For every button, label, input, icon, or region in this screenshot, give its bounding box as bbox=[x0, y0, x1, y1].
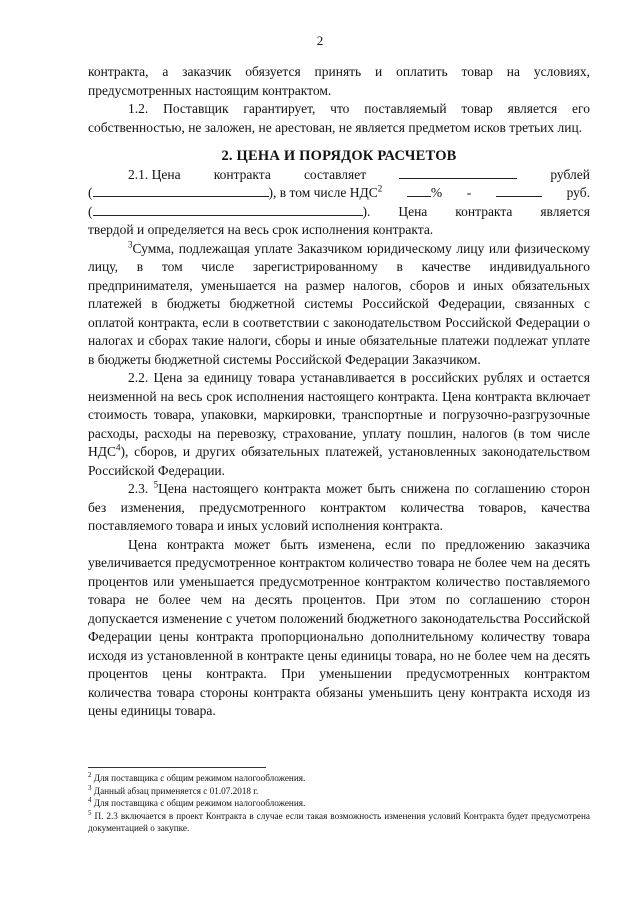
footnote-text: Для поставщика с общим режимом налогообложения. bbox=[91, 773, 306, 783]
footnote-number: 2 bbox=[88, 770, 92, 779]
footnote-number: 4 bbox=[88, 795, 92, 804]
vat-percent-blank bbox=[407, 184, 431, 197]
clause-2-1-word: контракта bbox=[213, 166, 271, 182]
footnote-number: 5 bbox=[88, 808, 92, 817]
open-paren: ( bbox=[88, 203, 93, 219]
clause-2-1-note-text: Сумма, подлежащая уплате Заказчиком юридическому лицу или физическому лицу, в том числе зарегистрированному в качестве индивидуального предпринимателя, уменьшается на размер налогов, сборов и иных обязательных платежей в бюджеты бюджетной системы Российской Федерации, связанных с оплатой контракта, если в соответствии с законодательством Российской Федерации о налогах и сборах такие налоги, сборы и иные обязательные платежи подлежат уплате в бюджеты бюджетной системы Российской Федерации Заказчиком. bbox=[88, 240, 590, 367]
footnote-ref: 4 bbox=[115, 442, 121, 453]
clause-2-1-note bbox=[88, 240, 590, 370]
price-words-blank bbox=[93, 184, 269, 197]
vat-words-blank bbox=[93, 203, 363, 216]
clause-2-2-text: 2.2. Цена за единицу товара устанавливается в российских рублях и остается неизменной на весь срок исполнения настоящего контракта. Цена контракта включает стоимость товара, упаковки, маркировки, транспортные и погрузочно-разгрузочные расходы, расходы на перевозку, страхование, уплату пошлин, налогов (в том числе НДС bbox=[88, 370, 590, 459]
footnote bbox=[88, 772, 590, 785]
footnote-text: Данный абзац применяется с 01.07.2018 г. bbox=[91, 785, 259, 796]
price-amount-blank bbox=[399, 166, 517, 179]
footnote-ref: 3 bbox=[128, 239, 133, 249]
rub-label: руб. bbox=[566, 185, 590, 200]
clause-2-3-text: Цена настоящего контракта может быть снижена по соглашению сторон без изменения, предусмотренного контрактом количества товаров, качества поставляемого товара и иных условий исполнения контракта. bbox=[88, 481, 590, 533]
footnote-text: П. 2.3 включается в проект Контракта в случае если такая возможность изменения условий Контракта будет предусмотрена документацией о закупке. bbox=[88, 810, 590, 833]
document-body bbox=[88, 63, 590, 721]
footnote bbox=[88, 785, 590, 798]
clause-2-1-word: Цена bbox=[398, 203, 428, 219]
footnote bbox=[88, 797, 590, 810]
clause-2-2-text-end: ), сборов, и других обязательных платежей, установленных законодательством Российской Федерации. bbox=[88, 444, 590, 478]
clause-2-1-tail: твердой и определяется на весь срок исполнения контракта. bbox=[88, 222, 434, 237]
clause-2-3 bbox=[88, 480, 590, 536]
footnote-separator bbox=[88, 767, 266, 768]
footnote-number: 3 bbox=[88, 783, 92, 792]
vat-amount-blank bbox=[496, 184, 542, 197]
footnote-ref: 5 bbox=[153, 479, 159, 490]
percent-sign: % bbox=[430, 185, 443, 200]
clause-2-2 bbox=[88, 369, 590, 480]
footnote bbox=[88, 810, 590, 835]
open-paren: ( bbox=[88, 185, 93, 200]
section-heading-price: 2. ЦЕНА И ПОРЯДОК РАСЧЕТОВ bbox=[221, 148, 457, 164]
paragraph-price-change: Цена контракта может быть изменена, если по предложению заказчика увеличивается предусмотренное контрактом количество товара не более чем на десять процентов или уменьшается предусмотренное контрактом количество поставляемого товара не более чем на десять процентов. При этом по соглашению сторон допускается изменение с учетом положений бюджетного законодательства Российской Федерации цены контракта пропорционально дополнительному количеству товара исходя из установленной в контракте цены единицы товара, но не более чем на десять процентов цены контракта. При уменьшении предусмотренных контрактом количества товара стороны контракта обязаны уменьшить цену контракта исходя из цены единицы товара. bbox=[88, 536, 590, 718]
clause-2-3-number: 2.3. bbox=[128, 481, 154, 496]
footnote-ref: 2 bbox=[377, 183, 383, 194]
clause-2-1-line-3 bbox=[88, 203, 590, 222]
clause-2-1-word: контракта bbox=[455, 203, 513, 219]
vat-percent-group bbox=[407, 184, 442, 203]
dash: - bbox=[466, 185, 472, 200]
clause-2-1-line-1 bbox=[88, 166, 590, 185]
clause-2-1-word: рублей bbox=[550, 166, 590, 182]
paragraph-contract-continuation: контракта, а заказчик обязуется принять и оплатить товар на условиях, предусмотренных настоящим контрактом. bbox=[88, 64, 590, 98]
vat-words-group bbox=[88, 203, 370, 222]
vat-text: ), в том числе НДС bbox=[268, 185, 378, 200]
price-words-group bbox=[88, 184, 382, 203]
close-paren: ). bbox=[362, 203, 371, 219]
footnotes bbox=[88, 772, 590, 835]
clause-2-1-line-2 bbox=[88, 184, 590, 203]
clause-1-2: 1.2. Поставщик гарантирует, что поставляемый товар является его собственностью, не заложен, не арестован, не является предметом исков третьих лиц. bbox=[88, 101, 590, 135]
footnote-text: Для поставщика с общим режимом налогообложения. bbox=[91, 798, 306, 808]
clause-2-1-word: является bbox=[540, 203, 590, 219]
clause-2-1-number: 2.1. Цена bbox=[128, 166, 181, 182]
clause-2-1-word: составляет bbox=[303, 166, 367, 182]
page-number: 2 bbox=[316, 33, 324, 48]
